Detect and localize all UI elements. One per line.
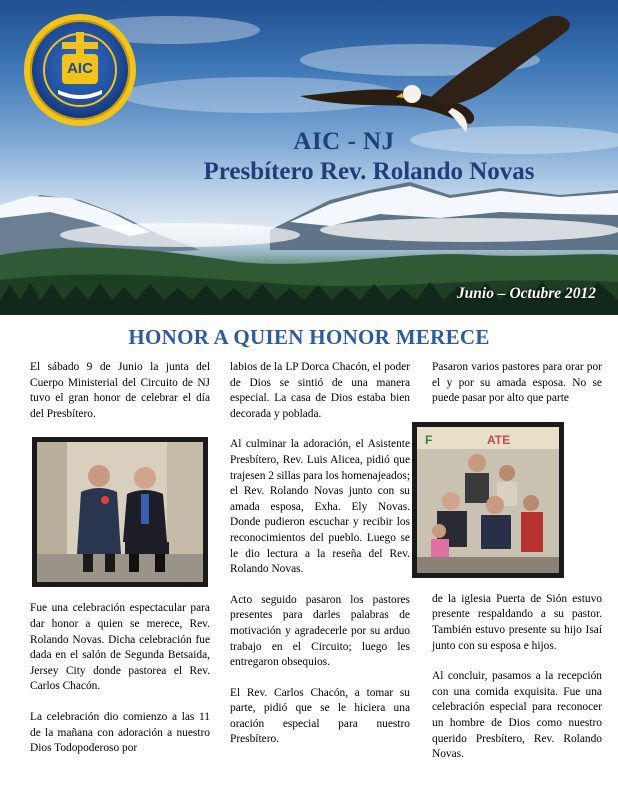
article-headline: HONOR A QUIEN HONOR MERECE [128,325,490,349]
svg-text:F: F [425,432,433,447]
title-block [0,128,618,186]
column3-paragraph-2: de la iglesia Puerta de Sión estuvo presente respaldando a su pastor. También estuvo presente su hijo Isaí junto con su esposa e hijos. [432,592,602,652]
header-banner [0,0,618,315]
column2-paragraph-3: Acto seguido pasaron los pastores presentes para darles palabras de motivación y agradecerle por su arduo trabajo en el Circuito; luego les entregaron obsequios. [230,593,410,669]
column1-paragraph-1: El sábado 9 de Junio la junta del Cuerpo Ministerial del Circuito de NJ tuvo el gran honor de celebrar el día del Presbítero. [30,361,210,420]
issue-date: Junio – Octubre 2012 [456,285,596,302]
column-2 [230,360,410,763]
column1-paragraph-3: La celebración dio comienzo a las 11 de la mañana con adoración a nuestro Dios Todopoderoso por [30,710,210,755]
column3-paragraph-1: Pasaron varios pastores para orar por el y por su amada esposa. No se puede pasar por alto que parte [432,361,602,405]
column1-paragraph-2: Fue una celebración espectacular para dar honor a quien se merece, Rev. Rolando Novas. Dicha celebración fue dada en el salón de Segunda Betsaida, Jersey City donde pastorea el Rev. Carlos Chacón. [30,602,210,693]
column3-paragraph-3: Al concluir, pasamos a la recepción con una comida exquisita. Fue una celebración especial para reconocer un hombre de Dios como nuestro querido Presbítero, Rev. Rolando Novas. [432,670,602,761]
logo-aic-text: AIC [62,54,98,84]
column2-paragraph-4: El Rev. Carlos Chacón, a tomar su parte, pidió que se le hiciera una oración especial para nuestro Presbítero. [230,686,410,746]
page-title: AIC - NJ [293,128,395,155]
svg-text:ATE: ATE [487,432,511,447]
column2-paragraph-1: labios de la LP Dorca Chacón, el poder de Dios se sintió de una manera especial. La casa de Dios estaba bien decorada y poblada. [230,361,410,420]
column-1 [30,360,210,772]
aic-logo [24,14,136,126]
column-3 [425,360,602,778]
page-subtitle: Presbítero Rev. Rolando Novas [203,158,535,185]
photo-family [412,422,564,578]
column2-paragraph-2: Al culminar la adoración, el Asistente Presbítero, Rev. Luis Alicea, pidió que trajesen 2 sillas para los homenajeados; el Rev. Rolando Novas junto con su amada esposa, Exha. Ely Novas. Donde pudieron escuchar y recibir los reconocimientos del pueblo. Luego se le dio lectura a la reseña del Rev. Rolando Novas. [230,438,410,576]
couple-photo-image [37,442,203,582]
photo-couple-seated [32,437,208,587]
family-photo-image [417,427,559,573]
